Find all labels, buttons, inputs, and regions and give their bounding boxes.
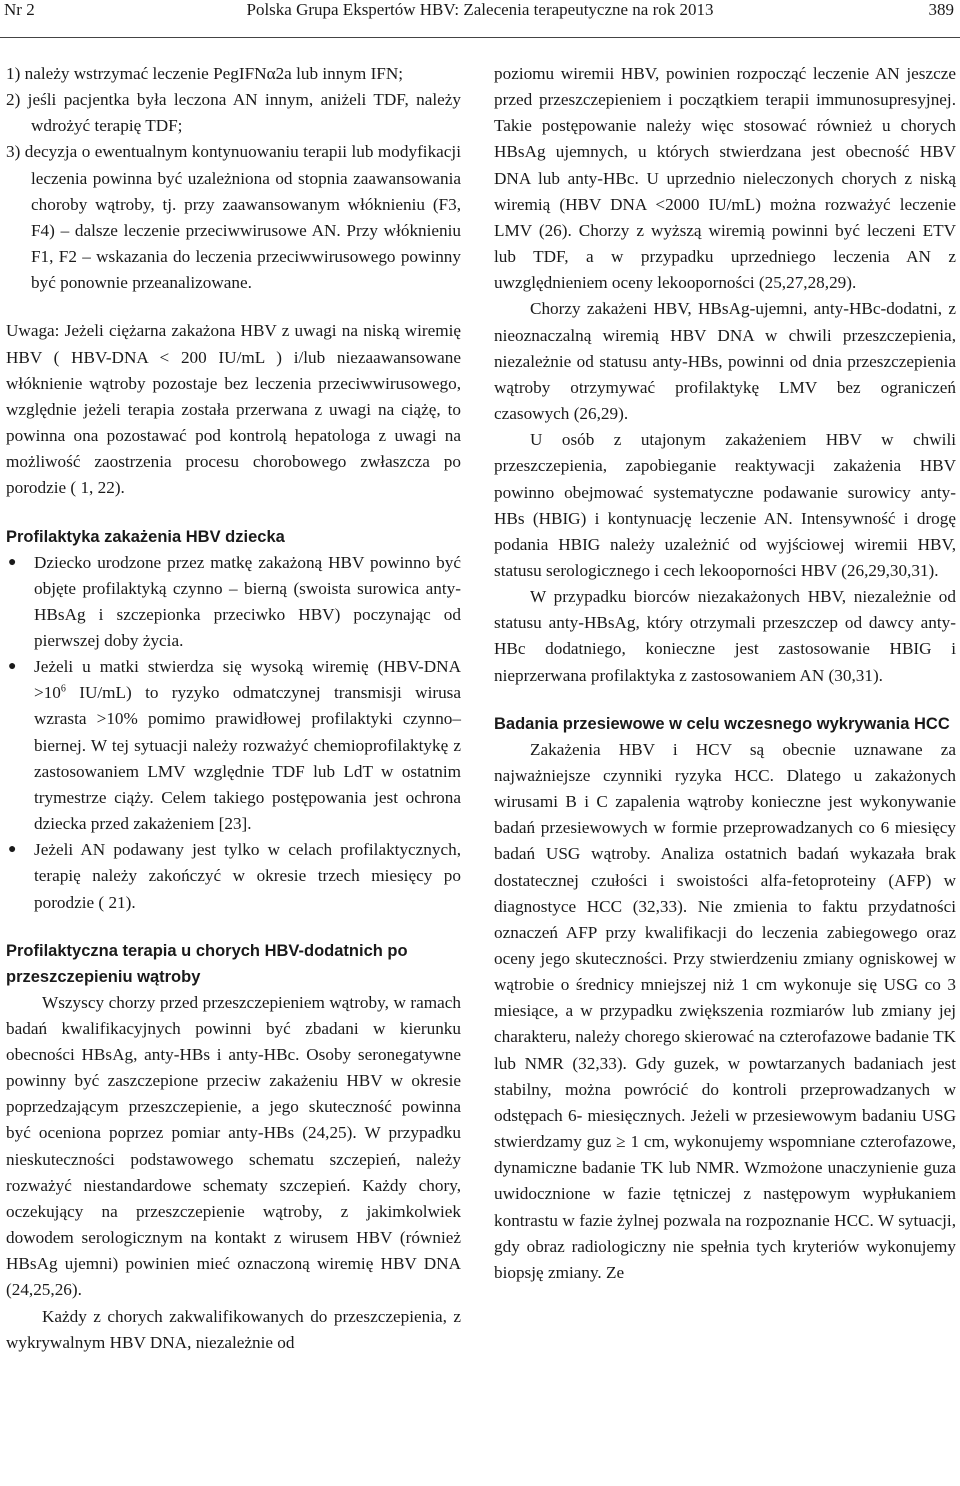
section-heading-transplant-prophylaxis: Profilaktyczna terapia u chorych HBV-dodatnich po przeszczepieniu wątroby <box>6 941 408 986</box>
bullet-icon: ● <box>8 842 17 858</box>
section-heading-hcc-screening: Badania przesiewowe w celu wczesnego wykrywania HCC <box>494 714 950 733</box>
prophylaxis-bullet-list <box>6 550 461 916</box>
bullet-item: ● Jeżeli u matki stwierdza się wysoką wiremię ($HBV-DNA >10^6$ IU/mL) to ryzyko odmatczynej transmisji wirusa wzrasta >10% pomimo prawidłowej profilaktyki czynno–biernej. W tej sytuacji należy rozważyć chemioprofilaktykę z zastosowaniem LMV względnie TDF lub LdT w ostatnim trymestrze ciąży. Celem takiego postępowania jest ochrona dziecka przed zakażeniem [23]. <box>6 654 461 837</box>
body-paragraph: Chorzy zakażeni HBV, HBsAg-ujemni, anty-HBc-dodatni, z nieoznaczalną wiremią HBV DNA w chwili przeszczepienia, niezależnie od statusu anty-HBs, powinni od dnia przeszczepienia wątroby otrzymywać profilaktykę LMV bez ograniczeń czasowych (26,29). <box>494 299 956 424</box>
bullet-item: ● Dziecko urodzone przez matkę zakażoną HBV powinno być objęte profilaktyką czynno – bierną (swoista surowica anty-HBsAg i szczepionka przeciwko HBV) poczynając od pierwszej doby życia. <box>6 550 461 655</box>
body-paragraph: W przypadku biorców niezakażonych HBV, niezależnie od statusu anty-HBsAg, który otrzymali przeszczep od dawcy anty-HBc dodatniego, konieczne jest zastosowanie HBIG i nieprzerwana profilaktyka z zastosowaniem AN (30,31). <box>494 587 956 685</box>
ge-symbol: ≥ <box>616 1132 626 1152</box>
page-number: 389 <box>928 0 954 19</box>
section-heading-child-prophylaxis: Profilaktyka zakażenia HBV dziecka <box>6 527 285 546</box>
note-paragraph: Uwaga: Jeżeli ciężarna zakażona HBV z uwagi na niską wiremię HBV ( HBV-DNA < 200 IU/mL ) i/lub niezaawansowane włóknienie wątroby pozostaje bez leczenia przeciwwirusowego, względnie jeżeli terapia została przerwana z uwagi na ciążę, to powinna ona pozostawać pod kontrolą hepatologa z uwagi na możliwość zaostrzenia procesu chorobowego zwłaszcza po porodzie ( 1, 22). <box>6 321 461 498</box>
right-column <box>494 61 956 1286</box>
bullet-icon: ● <box>8 659 17 675</box>
list-item-2: 2) jeśli pacjentka była leczona AN innym, aniżeli TDF, należy wdrożyć terapię TDF; <box>6 90 461 136</box>
bullet-icon: ● <box>8 554 17 570</box>
body-paragraph: poziomu wiremii HBV, powinien rozpocząć leczenie AN jeszcze przed przeszczepieniem i początkiem terapii immunosupresyjnej. Takie postępowanie należy więc stosować również u chorych HBsAg ujemnych, u których stwierdzana jest obecność HBV DNA lub anty-HBc. U uprzednio nieleczonych chorych z niską wiremią (HBV DNA <2000 IU/mL) można rozważyć leczenie LMV (26). Chorzy z wyższą wiremią powinni być leczeni ETV lub TDF, a w przypadku uprzedniego leczenia AN z uwzględnieniem oceny lekooporności (25,27,28,29). <box>494 64 956 293</box>
list-item-3: 3) decyzja o ewentualnym kontynuowaniu terapii lub modyfikacji leczenia powinna być uzależniona od stopnia zaawansowania choroby wątroby, tj. przy zaawansowanym włóknieniu (F3, F4) – dalsze leczenie przeciwwirusowe AN. Przy włóknieniu F1, F2 – wskazania do leczenia przeciwwirusowego powinny być ponownie przeanalizowane. <box>6 142 461 293</box>
body-paragraph: Zakażenia HBV i HCV są obecnie uznawane za najważniejsze czynniki ryzyka HCC. Dlatego u zakażonych wirusami B i C zapalenia wątroby konieczne jest wykonywanie badań przesiewowych w formie przeprowadzanych co 6 miesięcy badań USG wątroby. Analiza ostatnich badań wykazała brak dostatecznej czułości i swoistości alfa-fetoproteiny (AFP) w diagnostyce HCC (32,33). Nie zmienia to faktu przydatności oznaczeń AFP przy kwalifikacji do leczenia zabiegowego oraz oceny jego skuteczności. Przy stwierdzeniu zmiany ogniskowej w wątrobie o średnicy mniejszej niż 1 cm wykonuje się USG co 3 miesiące, a w przypadku zwiększenia rozmiarów lub zmiany jej charakteru, należy chorego skierować na czterofazowe badanie TK lub NMR (32,33). Gdy guzek, w powtarzanych badaniach jest stabilny, można powrócić do kontroli przeprowadzanych w odstępach 6- miesięcznych. Jeżeli w przesiewowym badaniu USG stwierdzamy guz ≥ 1 cm, wykonujemy wspomniane czterofazowe, dynamiczne badanie TK lub NMR. Wzmożone unaczynienie guza uwidocznione w fazie tętniczej z następowym wypłukaniem kontrastu w fazie żylnej pozwala na rozpoznanie HCC. W sytuacji, gdy obraz radiologiczny nie spełnia tych kryteriów wykonujemy biopsję zmiany. Ze <box>494 739 957 1282</box>
running-header <box>0 0 960 22</box>
body-paragraph: U osób z utajonym zakażeniem HBV w chwili przeszczepienia, zapobieganie reaktywacji zakażenia HBV powinno obejmować systematyczne podawanie surowicy anty-HBs (HBIG) i kontynuację leczenie AN. Intensywność i drogę podania HBIG należy uzależnić od wyjściowej wiremii HBV, statusu serologicznego i cech lekooporności HBV (26,29,30,31). <box>494 430 956 580</box>
superscript-exponent: 6 <box>60 683 66 695</box>
left-column <box>6 61 461 1356</box>
list-item-1: 1) należy wstrzymać leczenie PegIFNα2a lub innym IFN; <box>6 64 404 83</box>
journal-title: Polska Grupa Ekspertów HBV: Zalecenia terapeutyczne na rok 2013 <box>246 0 714 19</box>
body-paragraph: Każdy z chorych zakwalifikowanych do przeszczepienia, z wykrywalnym HBV DNA, niezależnie od <box>6 1306 461 1352</box>
body-paragraph: Wszyscy chorzy przed przeszczepieniem wątroby, w ramach badań kwalifikacyjnych powinni być zbadani w kierunku obecności HBsAg, anty-HBs i anty-HBc. Osoby seronegatywne powinny być zaszczepione przeciw zakażeniu HBV w okresie poprzedzającym przeszczepienie, a jego skuteczność powinna być oceniona poprzez pomiar anty-HBs (24,25). W przypadku nieskuteczności podstawowego schematu szczepień, należy rozważyć niestandardowe schematy szczepień. Każdy chory, oczekujący na przeszczepienie wątroby, z jakimkolwiek dowodem serologicznym na kontakt z wirusem HBV (również HBsAg ujemni) powinien mieć oznaczoną wiremię HBV DNA (24,25,26). <box>6 992 461 1300</box>
bullet-item: ● Jeżeli AN podawany jest tylko w celach profilaktycznych, terapię należy zakończyć w okresie trzech miesięcy po porodzie ( 21). <box>6 837 461 915</box>
header-divider <box>0 37 960 38</box>
issue-number: Nr 2 <box>4 0 35 19</box>
